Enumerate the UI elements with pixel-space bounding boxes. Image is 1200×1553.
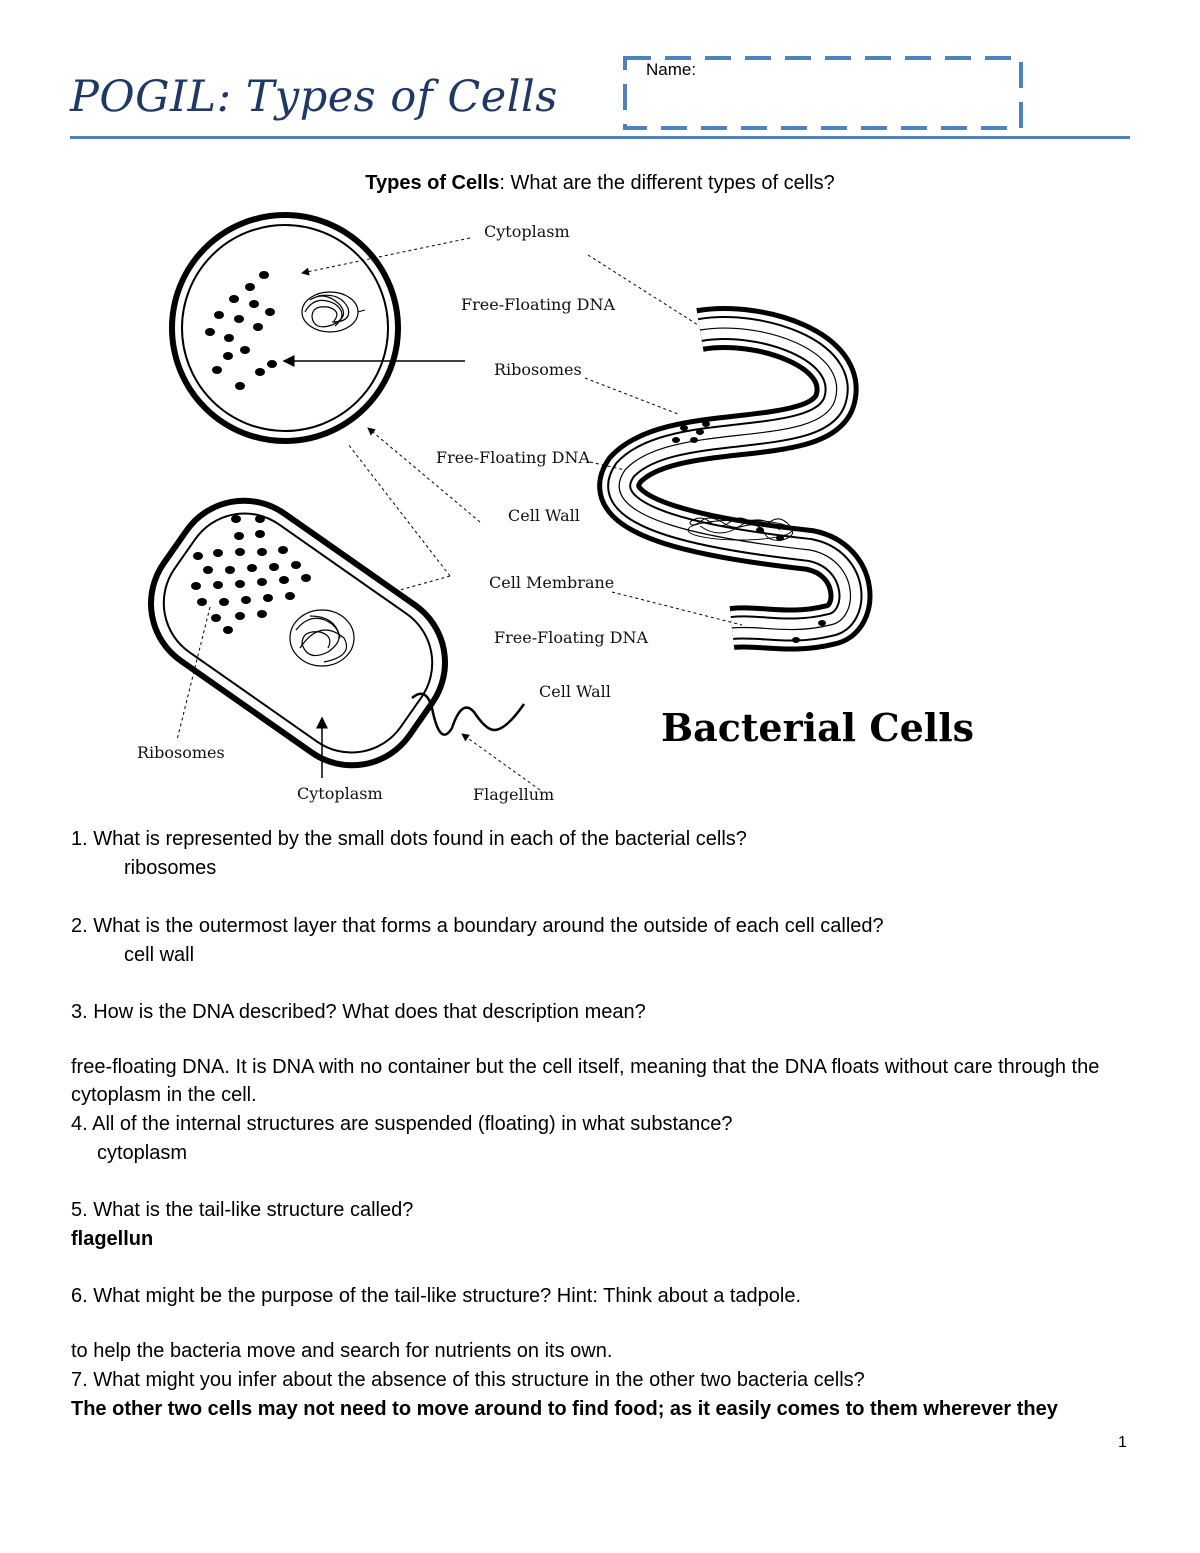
answer-5[interactable]: flagellun <box>71 1228 154 1250</box>
label-cell-wall-2: Cell Wall <box>539 682 611 701</box>
label-cytoplasm-top: Cytoplasm <box>484 222 570 241</box>
label-cell-membrane: Cell Membrane <box>489 573 615 592</box>
round-cell <box>172 215 398 441</box>
rod-cell-ribosomes <box>191 515 311 634</box>
question-6: 6. What might be the purpose of the tail-like structure? Hint: Think about a tadpole. <box>71 1285 802 1307</box>
question-5: 5. What is the tail-like structure called? <box>71 1199 414 1221</box>
answer-2[interactable]: cell wall <box>124 944 195 966</box>
label-free-dna-2: Free-Floating DNA <box>436 448 591 467</box>
label-ribosomes-bottom: Ribosomes <box>137 743 225 762</box>
round-cell-ribosomes <box>205 271 277 390</box>
round-cell-dna <box>302 292 358 332</box>
header-rule <box>70 136 1130 139</box>
question-1: 1. What is represented by the small dots found in each of the bacterial cells? <box>71 828 747 850</box>
label-cell-wall-1: Cell Wall <box>508 506 580 525</box>
section-subtitle <box>0 172 1200 195</box>
answer-1[interactable]: ribosomes <box>124 857 217 879</box>
label-free-dna-3: Free-Floating DNA <box>494 628 649 647</box>
question-7: 7. What might you infer about the absence of this structure in the other two bacteria cells? <box>71 1369 865 1391</box>
answer-7[interactable]: The other two cells may not need to move around to find food; as it easily comes to them wherever they <box>71 1398 1058 1420</box>
name-label: Name: <box>646 60 697 79</box>
label-ribosomes-top: Ribosomes <box>494 360 582 379</box>
question-2: 2. What is the outermost layer that forms a boundary around the outside of each cell called? <box>71 915 884 937</box>
page-number: 1 <box>1118 1434 1127 1451</box>
bacterial-cells-diagram <box>0 200 1200 820</box>
subtitle-rest: : What are the different types of cells? <box>499 172 835 194</box>
page-title: POGIL: Types of Cells <box>70 72 558 122</box>
rod-cell-dna <box>290 610 354 666</box>
label-cytoplasm-bottom: Cytoplasm <box>297 784 383 803</box>
answer-6[interactable]: to help the bacteria move and search for nutrients on its own. <box>71 1340 613 1362</box>
question-4: 4. All of the internal structures are suspended (floating) in what substance? <box>71 1113 733 1135</box>
diagram-heading: Bacterial Cells <box>661 705 975 750</box>
flagellum-tail <box>412 694 524 735</box>
answer-4[interactable]: cytoplasm <box>97 1142 188 1164</box>
label-free-dna-1: Free-Floating DNA <box>461 295 616 314</box>
answer-3[interactable]: free-floating DNA. It is DNA with no container but the cell itself, meaning that the DNA floats without care through the cytoplasm in the cell. <box>71 1056 1100 1106</box>
question-3: 3. How is the DNA described? What does that description mean? <box>71 1001 646 1023</box>
label-flagellum: Flagellum <box>473 785 555 804</box>
spiral-cell <box>619 328 850 643</box>
subtitle-bold: Types of Cells <box>365 172 500 194</box>
